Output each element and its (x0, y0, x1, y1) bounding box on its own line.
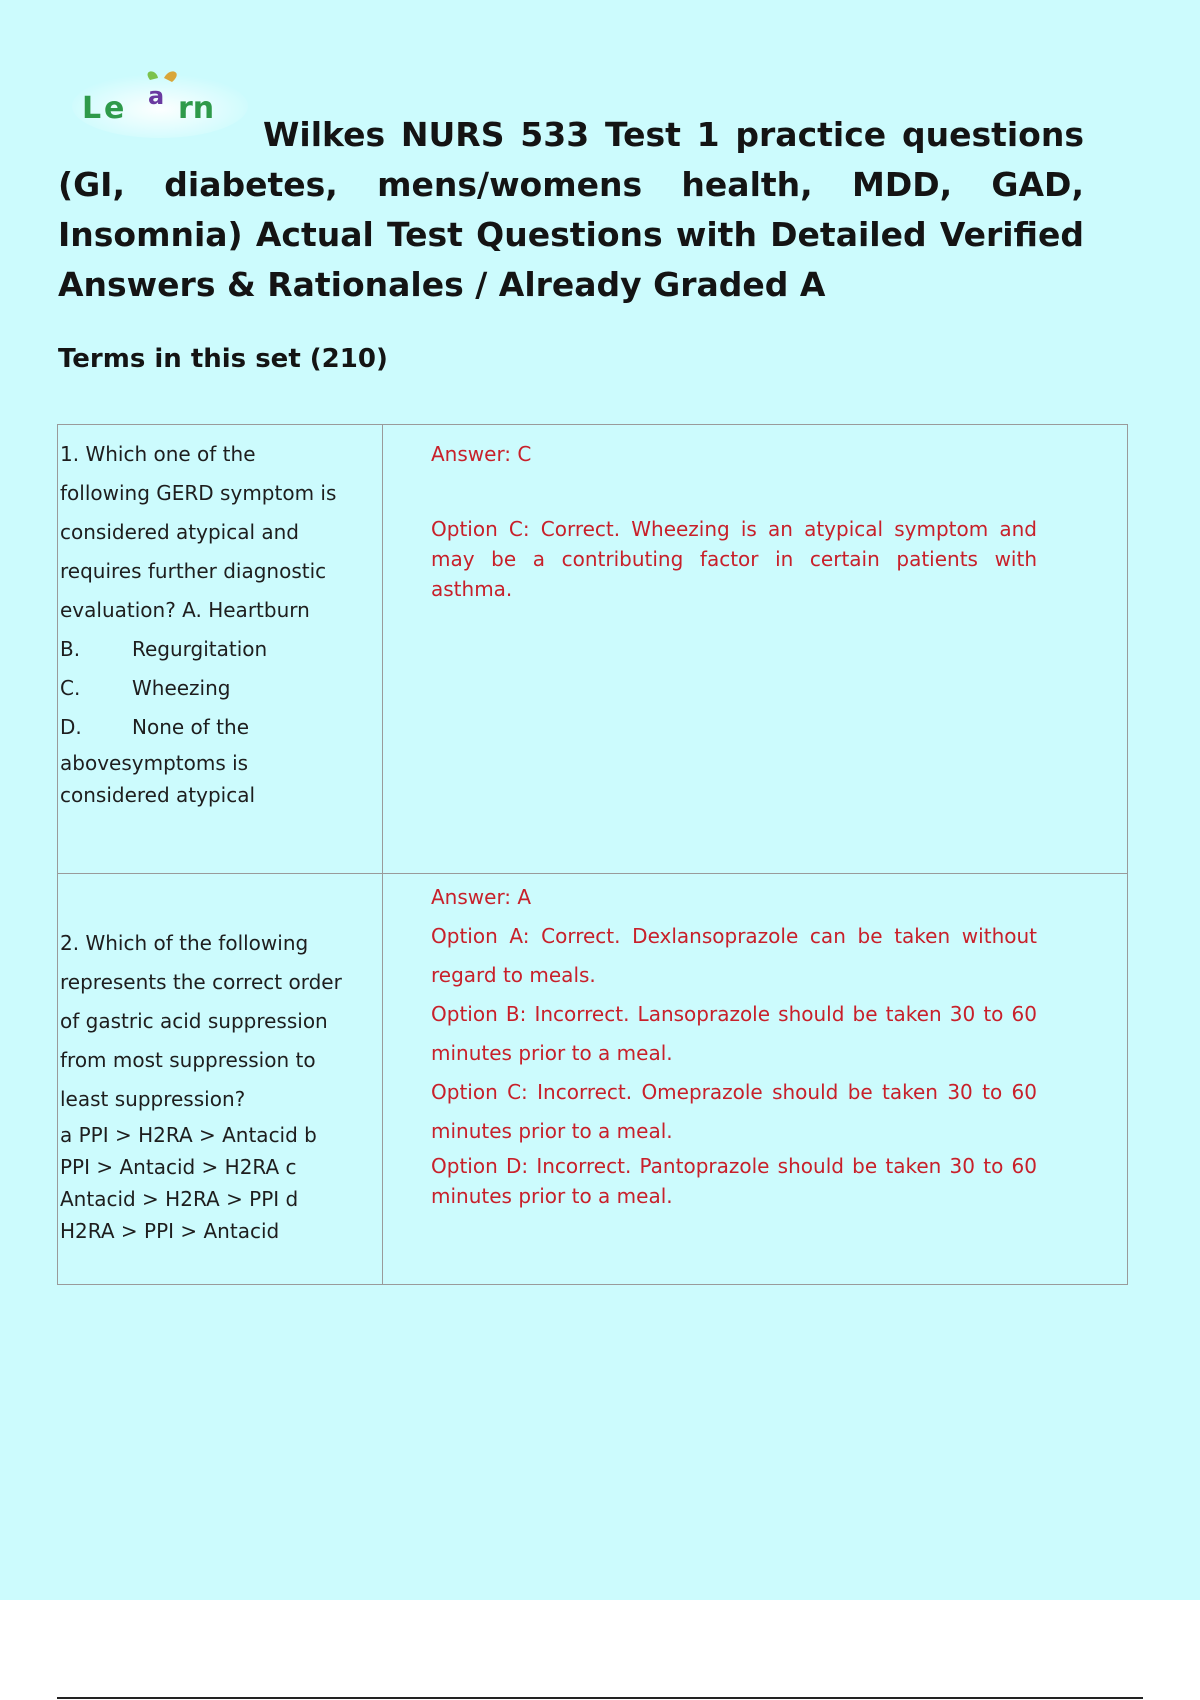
document-title: Wilkes NURS 533 Test 1 practice questions (GI, diabetes, mens/womens health, MDD, GAD, Insomnia) Actual Test Questions with Detailed Verified Answers & Rationales / Already Graded A (58, 115, 1084, 304)
question-line: following GERD symptom is (60, 481, 337, 505)
answer-label: Answer: A (431, 885, 532, 909)
question-line: represents the correct order (60, 970, 342, 994)
answer-option (60, 708, 378, 747)
question-line: considered atypical (60, 783, 256, 807)
terms-heading: Terms in this set (210) (58, 344, 388, 374)
option-letter: B. (60, 637, 81, 661)
option-letter: D. (60, 715, 82, 739)
rationale-text: Option B: Incorrect. Lansoprazole should be taken 30 to 60 minutes prior to a meal. (431, 1002, 1037, 1065)
question-cell (58, 425, 383, 874)
question-line: of gastric acid suppression (60, 1009, 328, 1033)
question-line: from most suppression to (60, 1048, 316, 1072)
svg-text:L: L (82, 91, 102, 126)
term-row (58, 874, 1128, 1285)
question-line: Antacid > H2RA > PPI d (60, 1187, 299, 1211)
spacer (431, 474, 1037, 514)
question-line: least suppression? (60, 1087, 246, 1111)
question-line: evaluation? A. Heartburn (60, 598, 310, 622)
option-text: Regurgitation (132, 637, 268, 661)
question-cell (58, 874, 383, 1285)
rationale-text: Option D: Incorrect. Pantoprazole should be taken 30 to 60 minutes prior to a meal. (431, 1154, 1037, 1208)
question-line: considered atypical and (60, 520, 300, 544)
answer-option (60, 669, 378, 708)
question-line: abovesymptoms is (60, 751, 249, 775)
rationale-text: Option A: Correct. Dexlansoprazole can be taken without regard to meals. (431, 924, 1037, 987)
question-line: PPI > Antacid > H2RA c (60, 1155, 297, 1179)
question-line: 2. Which of the following (60, 931, 309, 955)
answer-option (60, 630, 378, 669)
answer-label: Answer: C (431, 442, 532, 466)
question-line: H2RA > PPI > Antacid (60, 1219, 280, 1243)
term-row (58, 425, 1128, 874)
rationale-text: Option C: Correct. Wheezing is an atypical symptom and may be a contributing factor in certain patients with asthma. (431, 517, 1037, 601)
option-text: None of the (132, 715, 249, 739)
terms-table (57, 424, 1128, 1285)
footer-rule (57, 1697, 1143, 1699)
answer-cell (383, 874, 1128, 1285)
rationale-text: Option C: Incorrect. Omeprazole should be taken 30 to 60 minutes prior to a meal. (431, 1080, 1037, 1143)
question-line: requires further diagnostic (60, 559, 327, 583)
question-line: a PPI > H2RA > Antacid b (60, 1123, 317, 1147)
option-letter: C. (60, 676, 81, 700)
svg-text:a: a (148, 82, 165, 110)
svg-text:e: e (104, 91, 125, 126)
answer-cell (383, 425, 1128, 874)
question-line: 1. Which one of the (60, 442, 256, 466)
svg-text:rn: rn (178, 91, 215, 126)
option-text: Wheezing (132, 676, 231, 700)
